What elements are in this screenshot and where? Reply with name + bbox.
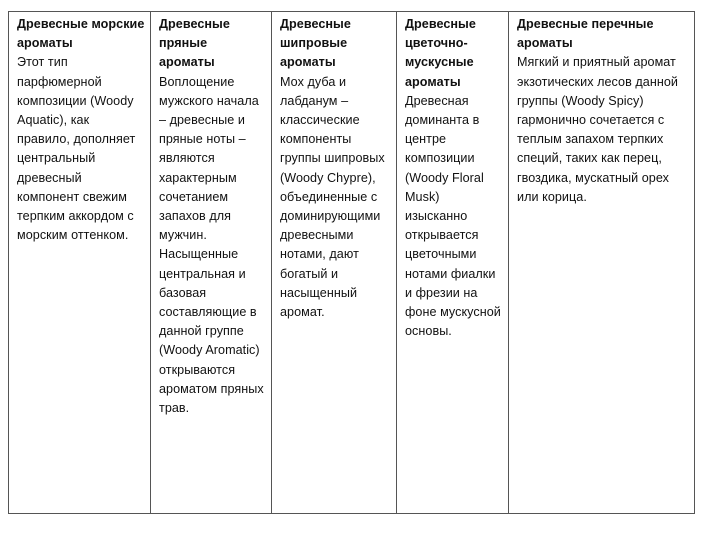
cell-title: Древесные цветочно-мускусные ароматы	[405, 17, 476, 89]
table-cell-woody-spicy	[509, 12, 695, 514]
cell-text: Воплощение мужского начала – древесные и пряные ноты – являются характерным сочетанием запахов для мужчин. Насыщенные центральная и базовая составляющие в данной группе (Woody Aromatic) открываются ароматом пряных трав.	[159, 74, 264, 416]
cell-text: Мягкий и приятный аромат экзотических лесов данной группы (Woody Spicy) гармонично сочетается с теплым запахом терпких специй, таких как перец, гвоздика, мускатный орех или корица.	[517, 55, 678, 204]
table-cell-woody-floral-musk	[397, 12, 509, 514]
cell-title: Древесные перечные ароматы	[517, 17, 654, 51]
cell-text: Древесная доминанта в центре композиции (Woody Floral Musk) изысканно открывается цветочными нотами фиалки и фрезии на фоне мускусной основы.	[405, 93, 501, 339]
table-row	[9, 12, 695, 514]
aroma-types-table	[8, 11, 695, 514]
table-cell-woody-aromatic	[151, 12, 272, 514]
table-cell-woody-chypre	[272, 12, 397, 514]
table-cell-woody-aquatic	[9, 12, 151, 514]
cell-title: Древесные морские ароматы	[17, 17, 145, 51]
cell-title: Древесные шипровые ароматы	[280, 17, 351, 70]
cell-title: Древесные пряные ароматы	[159, 17, 230, 70]
cell-text: Этот тип парфюмерной композиции (Woody Aquatic), как правило, дополняет центральный древесный компонент свежим терпким аккордом с морским оттенком.	[17, 55, 136, 243]
cell-text: Мох дуба и лабданум – классические компоненты группы шипровых (Woody Chypre), объединенные с доминирующими древесными нотами, дают богатый и насыщенный аромат.	[280, 74, 385, 320]
